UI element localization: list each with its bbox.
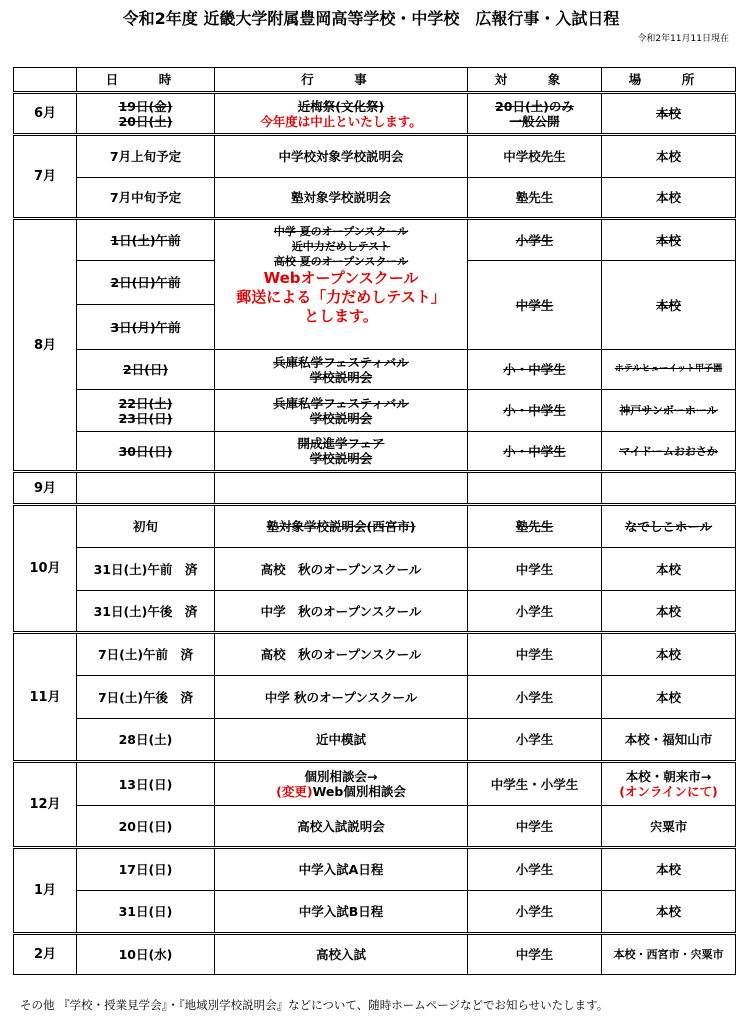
event-cell: 個別相談会→ (変更)Web個別相談会 (215, 762, 468, 806)
place-cell: 本校 (602, 261, 736, 350)
event-cell: 塾対象学校説明会 (215, 178, 468, 219)
target-cell: 中学生 (468, 633, 602, 676)
target-header: 対 象 (468, 68, 602, 93)
table-row (14, 806, 736, 848)
table-row (14, 719, 736, 762)
table-row (14, 633, 736, 676)
target-cell: 小学生 (468, 591, 602, 633)
place-cell: 本校 (602, 178, 736, 219)
place-cell: ホテルヒューイット甲子園 (602, 350, 736, 390)
place-cell: 本校 (602, 548, 736, 591)
month-cell: 12月 (14, 762, 77, 848)
table-row (14, 505, 736, 548)
place-cell: マイドームおおさか (602, 432, 736, 472)
event-cell: 中学入試B日程 (215, 891, 468, 934)
table-row (14, 591, 736, 633)
place-cell: 本校 (602, 891, 736, 934)
place-cell: 本校 (602, 93, 736, 135)
event-cell: 高校 秋のオープンスクール (215, 633, 468, 676)
date-cell: 10日(水) (77, 934, 215, 975)
place-cell (602, 472, 736, 505)
month-cell: 8月 (14, 219, 77, 472)
table-row (14, 676, 736, 719)
place-cell: なでしこホール (602, 505, 736, 548)
table-row (14, 472, 736, 505)
event-cell: 近中模試 (215, 719, 468, 762)
target-cell: 中学生 (468, 548, 602, 591)
event-cell: 兵庫私学フェスティバル 学校説明会 (215, 390, 468, 432)
place-cell: 本校 (602, 633, 736, 676)
as-of-date: 令和2年11月11日現在 (637, 34, 729, 44)
month-cell: 11月 (14, 633, 77, 762)
date-cell: 28日(土) (77, 719, 215, 762)
event-cell: 塾対象学校説明会(西宮市) (215, 505, 468, 548)
target-cell: 塾先生 (468, 178, 602, 219)
table-row (14, 891, 736, 934)
target-cell: 中学校先生 (468, 135, 602, 178)
event-cell (215, 472, 468, 505)
table-row (14, 350, 736, 390)
place-cell: 本校・朝来市→ (オンラインにて) (602, 762, 736, 806)
date-cell: 13日(日) (77, 762, 215, 806)
month-cell: 1月 (14, 848, 77, 934)
event-cell: 中学 秋のオープンスクール (215, 591, 468, 633)
month-cell: 6月 (14, 93, 77, 135)
event-cell: 高校入試 (215, 934, 468, 975)
date-cell: 1日(土)午前 (77, 219, 215, 261)
event-cell: 近梅祭(文化祭) 今年度は中止といたします。 (215, 93, 468, 135)
date-cell: 7月中旬予定 (77, 178, 215, 219)
month-cell: 2月 (14, 934, 77, 975)
date-cell: 7日(土)午前 済 (77, 633, 215, 676)
target-cell: 20日(土)のみ 一般公開 (468, 93, 602, 135)
event-cell: 高校 秋のオープンスクール (215, 548, 468, 591)
target-cell: 塾先生 (468, 505, 602, 548)
event-cell: 中学 夏のオープンスクール 近中力だめしテスト 高校 夏のオープンスクール Webオープンスクール 郵送による「力だめしテスト」 とします。 (215, 219, 468, 350)
target-cell: 小学生 (468, 676, 602, 719)
date-cell: 19日(金) 20日(土) (77, 93, 215, 135)
table-row (14, 934, 736, 975)
event-cell: 中学 秋のオープンスクール (215, 676, 468, 719)
target-cell: 小・中学生 (468, 432, 602, 472)
event-cell: 開成進学フェア 学校説明会 (215, 432, 468, 472)
target-cell: 小・中学生 (468, 350, 602, 390)
place-cell: 本校・福知山市 (602, 719, 736, 762)
date-cell: 30日(日) (77, 432, 215, 472)
target-cell: 小学生 (468, 219, 602, 261)
table-row (14, 390, 736, 432)
target-cell: 中学生・小学生 (468, 762, 602, 806)
table-row (14, 219, 736, 261)
table-row (14, 178, 736, 219)
page-title: 令和2年度 近畿大学附属豊岡高等学校・中学校 広報行事・入試日程 (122, 9, 620, 28)
date-header: 日 時 (77, 68, 215, 93)
table-row (14, 548, 736, 591)
date-cell: 7月上旬予定 (77, 135, 215, 178)
place-cell: 本校 (602, 219, 736, 261)
footer-note: その他 『学校・授業見学会』・『地域別学校説明会』などについて、随時ホームページなどでお知らせいたします。 (20, 998, 609, 1012)
target-cell: 小学生 (468, 891, 602, 934)
date-cell: 初旬 (77, 505, 215, 548)
target-cell: 中学生 (468, 934, 602, 975)
place-cell: 本校 (602, 135, 736, 178)
schedule-table (13, 67, 736, 975)
target-cell: 小・中学生 (468, 390, 602, 432)
event-cell: 中学校対象学校説明会 (215, 135, 468, 178)
place-cell: 宍粟市 (602, 806, 736, 848)
date-cell: 31日(日) (77, 891, 215, 934)
table-row (14, 762, 736, 806)
table-row (14, 93, 736, 135)
header-row (14, 68, 736, 93)
target-cell: 中学生 (468, 806, 602, 848)
table-row (14, 848, 736, 891)
date-cell: 22日(土) 23日(日) (77, 390, 215, 432)
event-cell: 高校入試説明会 (215, 806, 468, 848)
month-cell: 9月 (14, 472, 77, 505)
month-cell: 10月 (14, 505, 77, 633)
date-cell (77, 472, 215, 505)
month-cell: 7月 (14, 135, 77, 219)
date-cell: 2日(日)午前 (77, 261, 215, 305)
place-cell: 本校 (602, 848, 736, 891)
target-cell: 小学生 (468, 719, 602, 762)
table-row (14, 432, 736, 472)
place-cell: 本校 (602, 591, 736, 633)
place-cell: 神戸サンボーホール (602, 390, 736, 432)
place-header: 場 所 (602, 68, 736, 93)
target-cell (468, 472, 602, 505)
event-cell: 中学入試A日程 (215, 848, 468, 891)
place-cell: 本校・西宮市・宍粟市 (602, 934, 736, 975)
date-cell: 31日(土)午後 済 (77, 591, 215, 633)
date-cell: 2日(日) (77, 350, 215, 390)
place-cell: 本校 (602, 676, 736, 719)
date-cell: 20日(日) (77, 806, 215, 848)
event-cell: 兵庫私学フェスティバル 学校説明会 (215, 350, 468, 390)
target-cell: 中学生 (468, 261, 602, 350)
target-cell: 小学生 (468, 848, 602, 891)
event-header: 行 事 (215, 68, 468, 93)
table-row (14, 135, 736, 178)
date-cell: 17日(日) (77, 848, 215, 891)
date-cell: 7日(土)午後 済 (77, 676, 215, 719)
month-header (14, 68, 77, 93)
date-cell: 31日(土)午前 済 (77, 548, 215, 591)
date-cell: 3日(月)午前 (77, 305, 215, 350)
